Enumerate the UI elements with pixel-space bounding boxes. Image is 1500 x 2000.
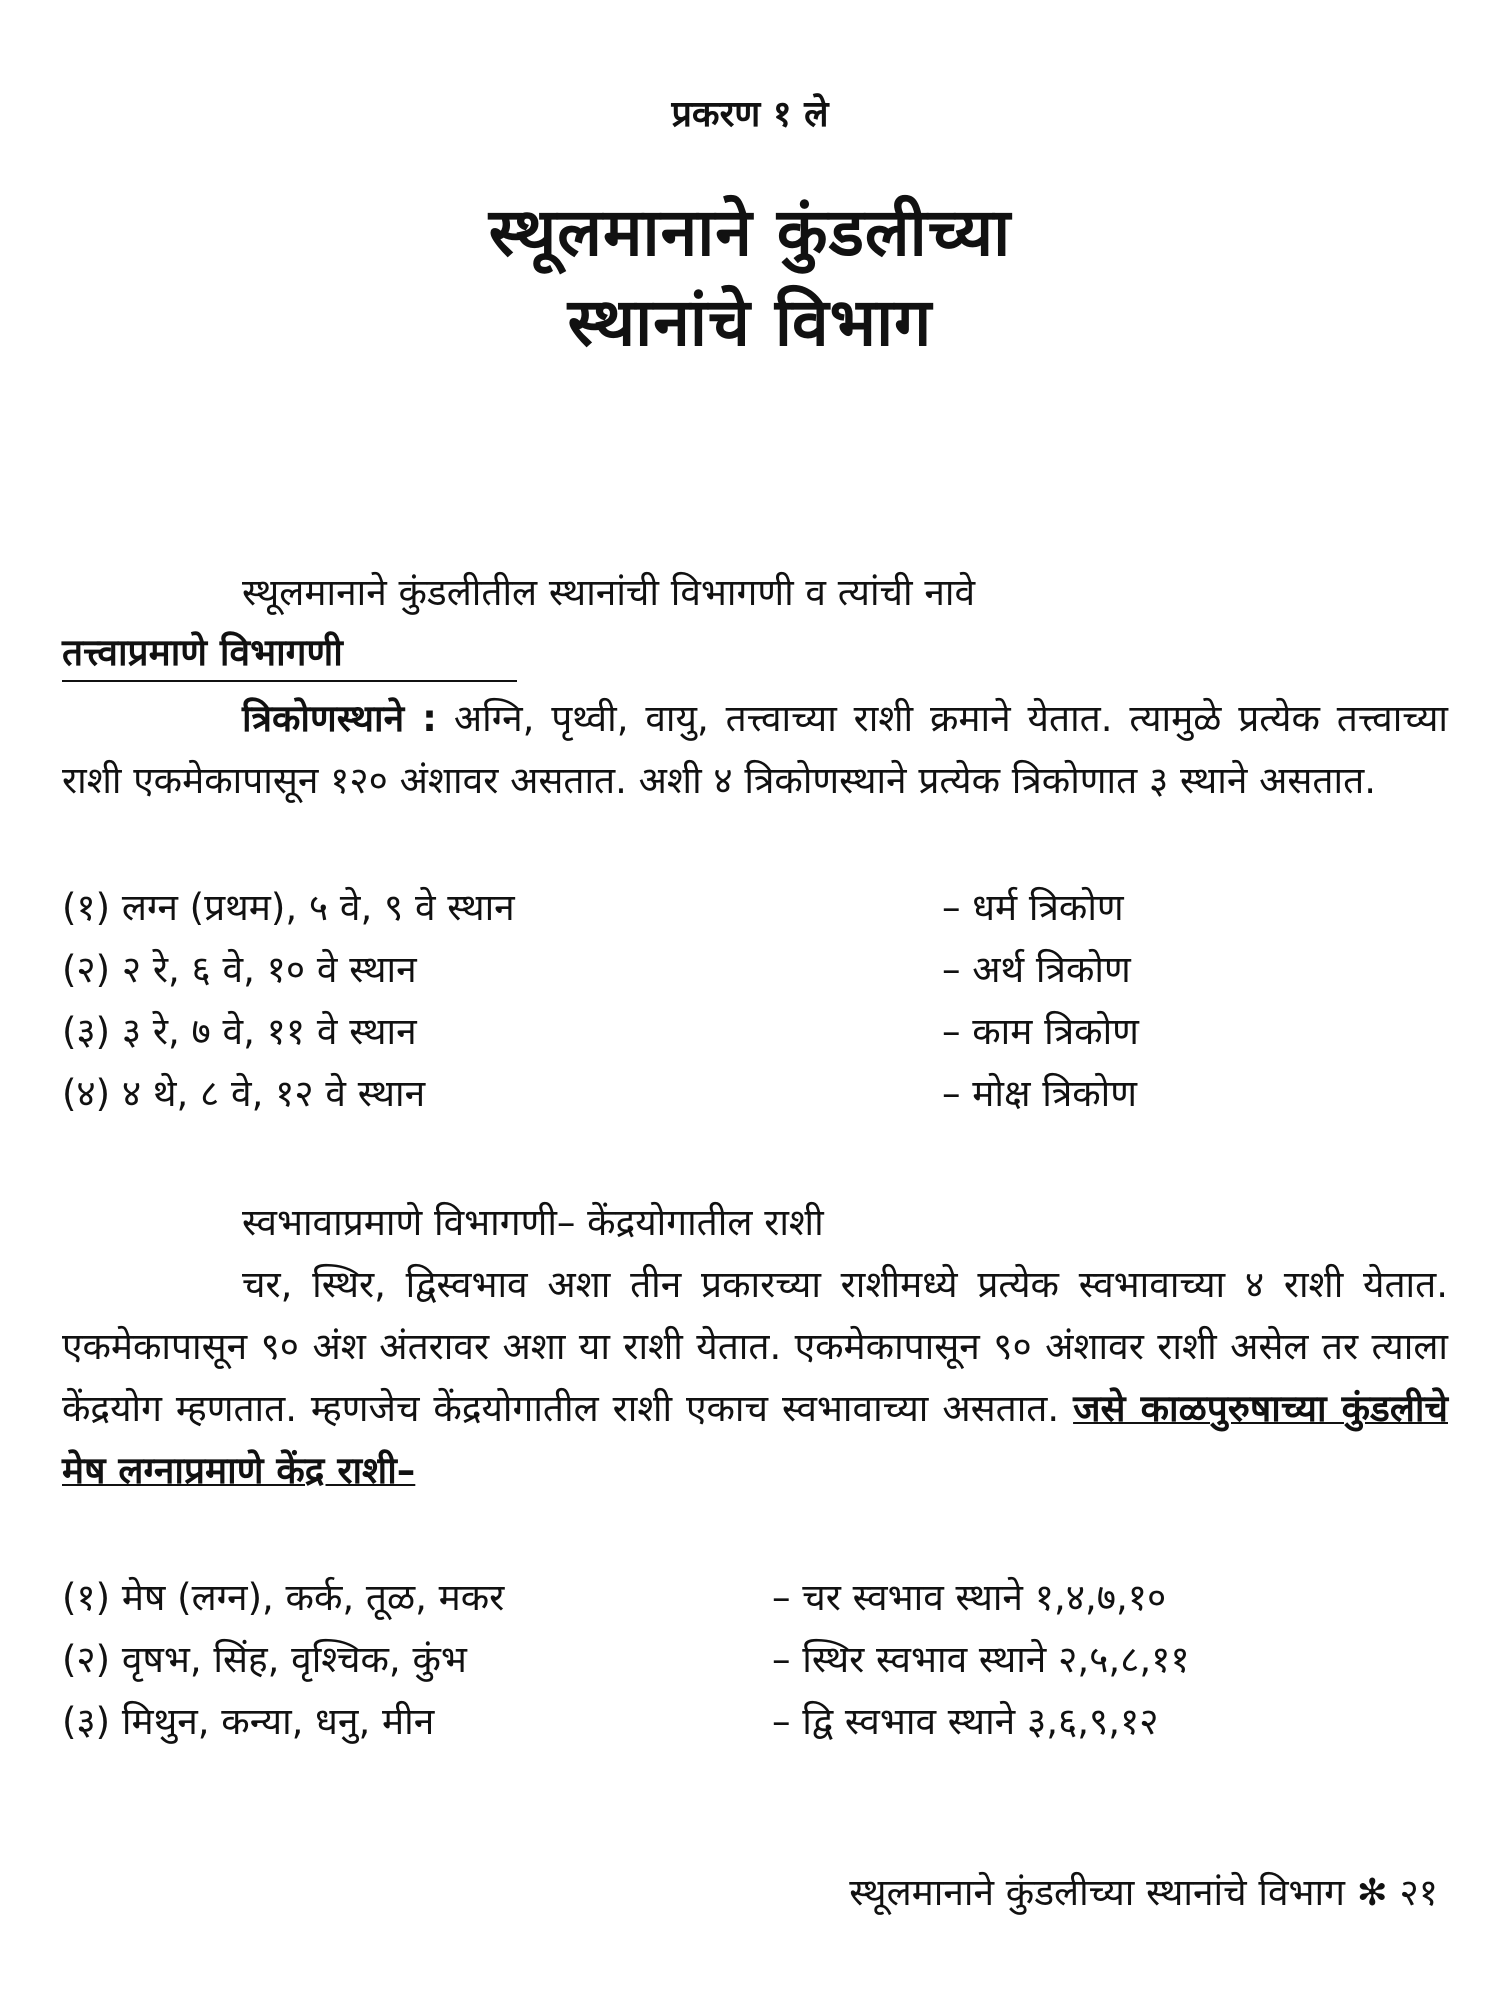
- chapter-label: प्रकरण १ ले: [671, 94, 829, 135]
- svabhava-row-houses: – द्वि स्वभाव स्थाने ३,६,९,१२: [772, 1700, 1159, 1743]
- trikona-row-houses: (४) ४ थे, ८ वे, १२ वे स्थान: [62, 1072, 426, 1115]
- intro-paragraph: स्थूलमानाने कुंडलीतील स्थानांची विभागणी व त्यांची नावे: [242, 571, 976, 614]
- trikona-row-houses: (३) ३ रे, ७ वे, ११ वे स्थान: [62, 1010, 417, 1053]
- svabhava-row-houses: – चर स्वभाव स्थाने १,४,७,१०: [772, 1576, 1167, 1619]
- svabhava-row-houses: – स्थिर स्वभाव स्थाने २,५,८,११: [772, 1638, 1190, 1681]
- footer-title: स्थूलमानाने कुंडलीच्या स्थानांचे विभाग: [849, 1871, 1345, 1914]
- section1-bold-lead: त्रिकोणस्थाने :: [242, 697, 437, 740]
- section1-heading: तत्त्वाप्रमाणे विभागणी: [62, 631, 343, 674]
- page-number: २१: [1399, 1871, 1438, 1914]
- section2-paragraph: [62, 1254, 1448, 1502]
- section2-heading: स्वभावाप्रमाणे विभागणी– केंद्रयोगातील राशी: [242, 1201, 824, 1244]
- trikona-row-houses: (१) लग्न (प्रथम), ५ वे, ९ वे स्थान: [62, 886, 515, 929]
- svabhava-row-signs: (१) मेष (लग्न), कर्क, तूळ, मकर: [62, 1576, 505, 1619]
- page-title-line-1: स्थूलमानाने कुंडलीच्या: [488, 194, 1012, 271]
- page-title-line-2: स्थानांचे विभाग: [567, 284, 933, 361]
- trikona-row-name: – अर्थ त्रिकोण: [942, 948, 1131, 991]
- section2-text: चर, स्थिर, द्विस्वभाव अशा तीन प्रकारच्या राशीमध्ये प्रत्येक स्वभावाच्या ४ राशी येतात. एकमेकापासून ९० अंश अंतरावर अशा या राशी येतात. एकमेकापासून ९० अंशावर राशी असेल तर त्याला केंद्रयोग म्हणतात. म्हणजेच केंद्रयोगातील राशी एकाच स्वभावाच्या असतात.: [62, 1263, 1448, 1430]
- trikona-row-houses: (२) २ रे, ६ वे, १० वे स्थान: [62, 948, 417, 991]
- trikona-row-name: – मोक्ष त्रिकोण: [942, 1072, 1138, 1115]
- page-footer: [849, 1865, 1438, 1916]
- section2-bold-tail: जसे काळपुरुषाच्या कुंडलीचे मेष लग्नाप्रमाणे केंद्र राशी–: [62, 1387, 1448, 1492]
- asterisk-icon: ✻: [1356, 1871, 1388, 1914]
- trikona-row-name: – काम त्रिकोण: [942, 1010, 1139, 1053]
- section1-heading-rule: [62, 680, 517, 682]
- svabhava-row-signs: (३) मिथुन, कन्या, धनु, मीन: [62, 1700, 435, 1743]
- section1-paragraph: [62, 688, 1448, 812]
- svabhava-row-signs: (२) वृषभ, सिंह, वृश्चिक, कुंभ: [62, 1638, 467, 1681]
- section1-text: अग्नि, पृथ्वी, वायु, तत्त्वाच्या राशी क्रमाने येतात. त्यामुळे प्रत्येक तत्त्वाच्या राशी एकमेकापासून १२० अंशावर असतात. अशी ४ त्रिकोणस्थाने प्रत्येक त्रिकोणात ३ स्थाने असतात.: [62, 697, 1448, 802]
- trikona-row-name: – धर्म त्रिकोण: [942, 886, 1124, 929]
